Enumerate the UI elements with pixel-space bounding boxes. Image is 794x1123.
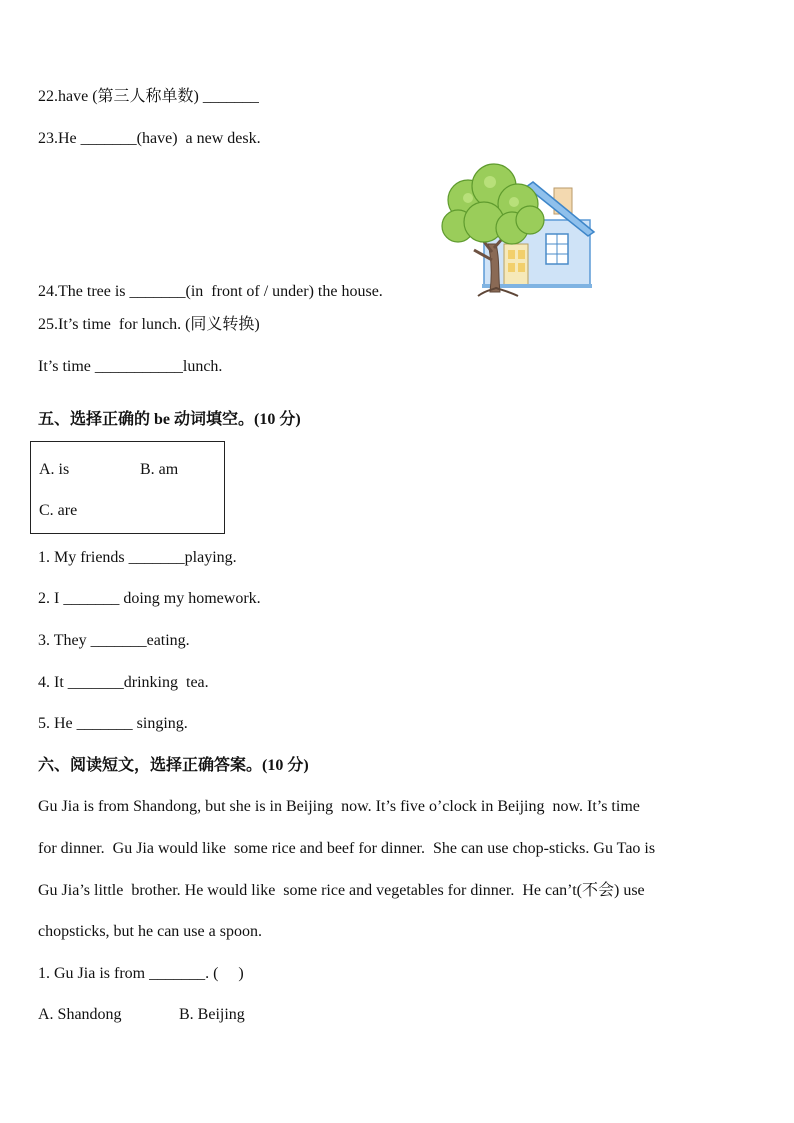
question-25-answer: It’s time ___________lunch. (38, 358, 223, 375)
reading-option-a: A. Shandong (38, 1006, 122, 1023)
section-5-question-4: 4. It _______drinking tea. (38, 674, 209, 691)
option-a: A. is (39, 461, 70, 478)
question-22: 22.have (第三人称单数) _______ (38, 88, 259, 105)
options-box (30, 441, 225, 534)
section-6-heading: 六、阅读短文，选择正确答案。(10 分) (38, 757, 309, 774)
option-b: B. am (140, 461, 179, 478)
question-25: 25.It’s time for lunch. (同义转换) (38, 316, 260, 333)
section-5-question-1: 1. My friends _______playing. (38, 549, 237, 566)
reading-option-b: B. Beijing (179, 1006, 245, 1023)
reading-question-1: 1. Gu Jia is from _______. ( ) (38, 965, 244, 982)
passage-line-4: chopsticks, but he can use a spoon. (38, 923, 262, 940)
passage-line-2: for dinner. Gu Jia would like some rice and beef for dinner. She can use chop-sticks. Gu Tao is (38, 840, 656, 857)
passage-line-1: Gu Jia is from Shandong, but she is in Beijing now. It’s five o’clock in Beijing now. It’s time (38, 798, 640, 815)
section-5-question-2: 2. I _______ doing my homework. (38, 590, 261, 607)
question-23: 23.He _______(have) a new desk. (38, 130, 261, 147)
section-5-question-3: 3. They _______eating. (38, 632, 190, 649)
tree-and-house-icon (438, 160, 598, 300)
section-5-heading: 五、选择正确的 be 动词填空。(10 分) (38, 411, 301, 428)
question-24: 24.The tree is _______(in front of / under) the house. (38, 283, 383, 300)
section-5-question-5: 5. He _______ singing. (38, 715, 188, 732)
option-c: C. are (39, 502, 78, 519)
passage-line-3: Gu Jia’s little brother. He would like some rice and vegetables for dinner. He can’t(不会) use (38, 882, 645, 899)
